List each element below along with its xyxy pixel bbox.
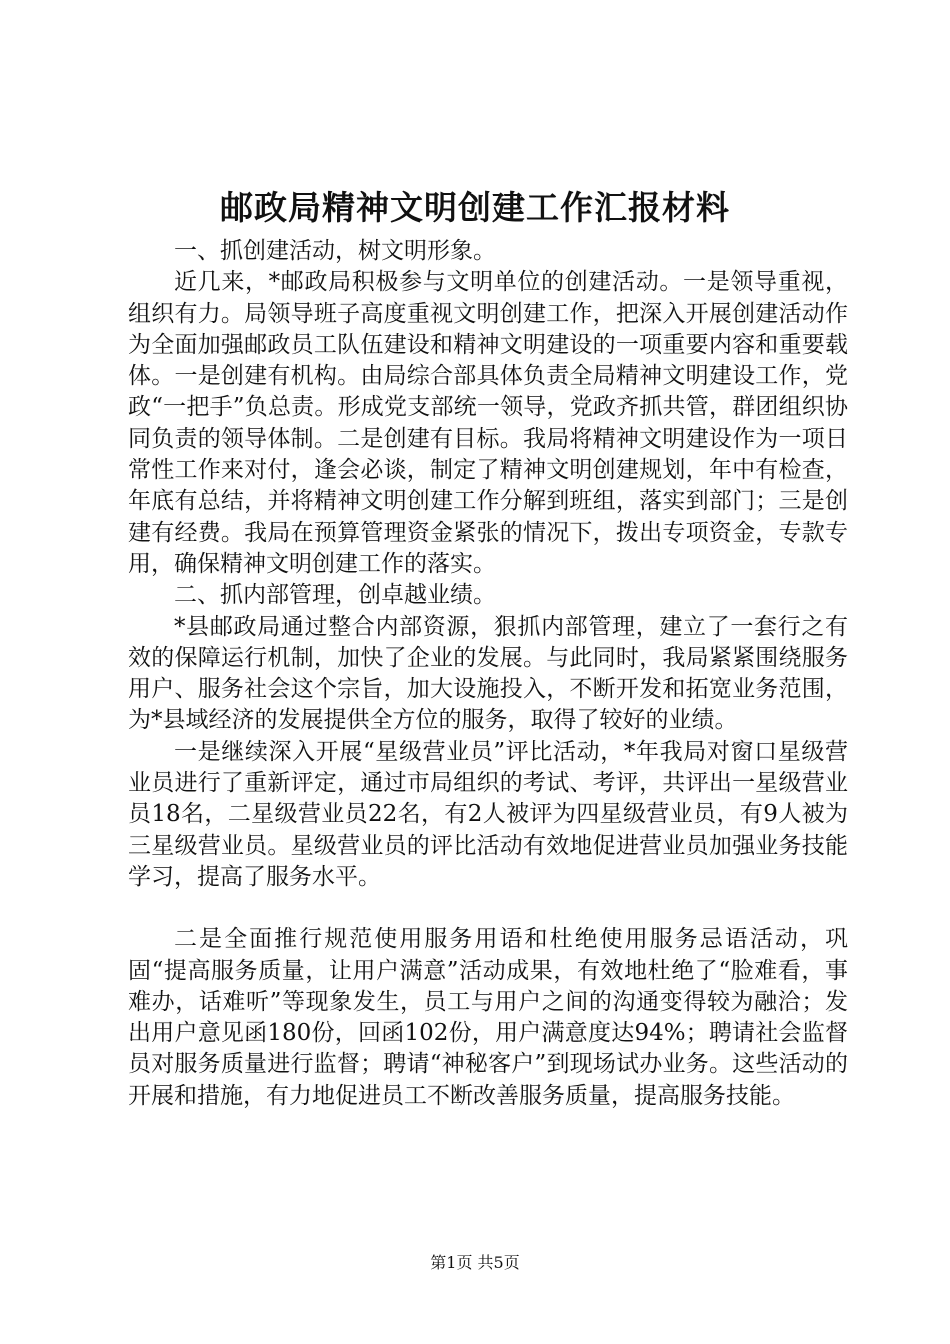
paragraph-2: *县邮政局通过整合内部资源，狠抓内部管理，建立了一套行之有效的保障运行机制，加快了企业的发展。与此同时，我局紧紧围绕服务用户、服务社会这个宗旨，加大设施投入，不断开发和拓宽业务范围，为*县域经济的发展提供全方位的服务，取得了较好的业绩。 [128,613,848,734]
paragraph-1: 近几来，*邮政局积极参与文明单位的创建活动。一是领导重视，组织有力。局领导班子高度重视文明创建工作，把深入开展创建活动作为全面加强邮政员工队伍建设和精神文明建设的一项重要内容和重要载体。一是创建有机构。由局综合部具体负责全局精神文明建设工作，党政“一把手”负总责。形成党支部统一领导，党政齐抓共管，群团组织协同负责的领导体制。二是创建有目标。我局将精神文明建设作为一项日常性工作来对付，逢会必谈，制定了精神文明创建规划，年中有检查，年底有总结，并将精神文明创建工作分解到班组，落实到部门；三是创建有经费。我局在预算管理资金紧张的情况下，拨出专项资金，专款专用，确保精神文明创建工作的落实。 [128,269,848,577]
paragraph-4: 二是全面推行规范使用服务用语和杜绝使用服务忌语活动，巩固“提高服务质量，让用户满意”活动成果，有效地杜绝了“脸难看，事难办，话难听”等现象发生，员工与用户之间的沟通变得较为融洽；发出用户意见函180份，回函102份，用户满意度达94%；聘请社会监督员对服务质量进行监督；聘请“神秘客户”到现场试办业务。这些活动的开展和措施，有力地促进员工不断改善服务质量，提高服务技能。 [128,926,848,1109]
document-body [128,236,848,1112]
page-footer: 第1页 共5页 [430,1253,520,1272]
paragraph-3: 一是继续深入开展“星级营业员”评比活动，*年我局对窗口星级营业员进行了重新评定，通过市局组织的考试、考评，共评出一星级营业员18名，二星级营业员22名，有2人被评为四星级营业员，有9人被为三星级营业员。星级营业员的评比活动有效地促进营业员加强业务技能学习，提高了服务水平。 [128,738,848,890]
section-heading-1: 一、抓创建活动，树文明形象。 [174,238,496,264]
document-title: 邮政局精神文明创建工作汇报材料 [220,188,730,227]
section-heading-2: 二、抓内部管理，创卓越业绩。 [174,582,496,609]
